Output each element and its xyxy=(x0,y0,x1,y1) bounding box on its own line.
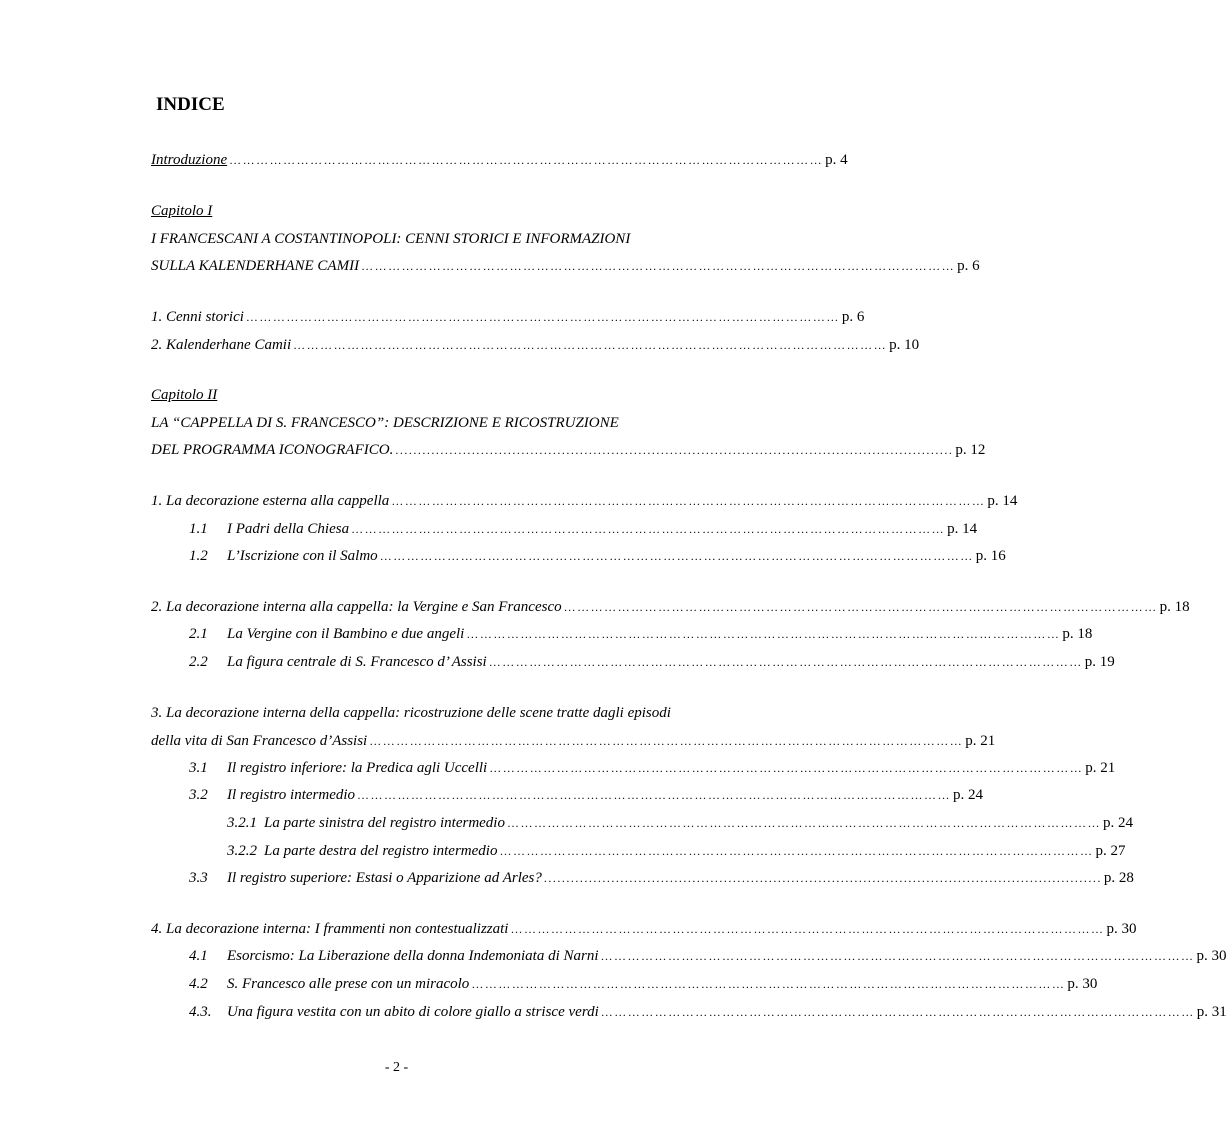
toc-entry-section-4[interactable] xyxy=(151,920,1137,938)
toc-entry-section-3[interactable] xyxy=(151,732,996,750)
toc-entry-section-4-3[interactable] xyxy=(189,1003,1227,1021)
toc-entry-label: 2. La decorazione interna alla cappella: la Vergine e San Francesco xyxy=(151,599,562,615)
toc-entry-number: 1.2 xyxy=(189,548,208,564)
toc-entry-label: SULLA KALENDERHANE CAMII xyxy=(151,258,360,274)
toc-page-ref: p. 16 xyxy=(975,548,1006,564)
toc-entry-section-2-1[interactable] xyxy=(189,625,1093,643)
toc-entry-label: Il registro superiore: Estasi o Apparizione ad Arles? xyxy=(227,870,542,886)
toc-entry-label: L’Iscrizione con il Salmo xyxy=(227,548,378,564)
toc-entry-label: La parte destra del registro intermedio xyxy=(264,843,498,859)
chapter-2-label[interactable]: Capitolo II xyxy=(151,387,218,403)
toc-entry-section-4-2[interactable] xyxy=(189,975,1098,993)
toc-leader-dots: …………………………………………………………………………………………………………………… xyxy=(361,259,956,273)
toc-entry-label: Una figura vestita con un abito di colore giallo a strisce verdi xyxy=(227,1004,599,1020)
toc-leader-dots: …………………………………………………………………………………………………………………… xyxy=(489,761,1084,775)
toc-page-ref: p. 24 xyxy=(1102,815,1133,831)
toc-page-ref: p. 4 xyxy=(825,152,848,168)
toc-leader-dots: …………………………………………………………………………………………………………………… xyxy=(471,977,1066,991)
page-title: INDICE xyxy=(156,94,225,115)
toc-page-ref: p. 14 xyxy=(987,493,1018,509)
toc-entry-number: 3.2.2 xyxy=(227,843,257,859)
toc-entry-section-1-2[interactable] xyxy=(189,547,1006,565)
toc-entry-label: DEL PROGRAMMA ICONOGRAFICO. xyxy=(151,442,394,458)
toc-entry-section-3-3[interactable] xyxy=(189,869,1134,887)
toc-page-ref: p. 6 xyxy=(957,258,980,274)
toc-page-ref: p. 31 xyxy=(1196,1004,1227,1020)
toc-page-ref: p. 19 xyxy=(1084,654,1115,670)
toc-entry-number: 2.1 xyxy=(189,626,208,642)
toc-leader-dots: …………………………………………………………………………………………………………………… xyxy=(369,734,964,748)
toc-leader-dots: …………………………………………………………………………………………………………………… xyxy=(600,1005,1195,1019)
chapter-2-title-line-1: LA “CAPPELLA DI S. FRANCESCO”: DESCRIZIONE E RICOSTRUZIONE xyxy=(151,415,619,431)
toc-leader-dots: …………………………………………………………………………………………………………………… xyxy=(563,600,1158,614)
toc-page-ref: p. 10 xyxy=(889,337,920,353)
toc-leader-dots: …………………………………………………………………………………………………………………… xyxy=(506,816,1101,830)
toc-page-ref: p. 14 xyxy=(947,521,978,537)
toc-entry-section-2[interactable] xyxy=(151,598,1190,616)
toc-entry-label: La parte sinistra del registro intermedio xyxy=(264,815,505,831)
toc-leader-dots: …………………………………………………………………………………………………………………… xyxy=(391,494,986,508)
toc-leader-dots: …………………………………………………………………………………………………………………… xyxy=(510,922,1105,936)
toc-page-ref: p. 18 xyxy=(1062,626,1093,642)
toc-leader-dots: …………………………………………………………………………………………………………………… xyxy=(357,788,952,802)
toc-entry-number: 3.2 xyxy=(189,787,208,803)
toc-page-ref: p. 30 xyxy=(1196,948,1227,964)
toc-entry-chapter-1[interactable] xyxy=(151,257,980,275)
toc-entry-section-4-1[interactable] xyxy=(189,947,1227,965)
toc-page-ref: p. 18 xyxy=(1159,599,1190,615)
toc-entry-label: Il registro inferiore: la Predica agli Uccelli xyxy=(227,760,488,776)
toc-entry-section-3-line-1: 3. La decorazione interna della cappella: ricostruzione delle scene tratte dagli episodi xyxy=(151,705,671,721)
toc-leader-dots: …………………………………………………………………………………………………………………… xyxy=(229,153,824,167)
toc-entry-label: 2. Kalenderhane Camii xyxy=(151,337,292,353)
toc-entry-number: 4.1 xyxy=(189,948,208,964)
toc-entry-label: 1. La decorazione esterna alla cappella xyxy=(151,493,390,509)
toc-entry-number: 2.2 xyxy=(189,654,208,670)
toc-entry-number: 3.1 xyxy=(189,760,208,776)
toc-entry-1-cenni-storici[interactable] xyxy=(151,308,865,326)
toc-entry-section-1[interactable] xyxy=(151,492,1018,510)
chapter-1-title-line-1: I FRANCESCANI A COSTANTINOPOLI: CENNI STORICI E INFORMAZIONI xyxy=(151,231,631,247)
toc-page-ref: p. 21 xyxy=(1085,760,1116,776)
toc-page-ref: p. 28 xyxy=(1103,870,1134,886)
toc-entry-number: 3.3 xyxy=(189,870,208,886)
toc-entry-section-3-1[interactable] xyxy=(189,759,1116,777)
toc-entry-section-1-1[interactable] xyxy=(189,520,978,538)
toc-leader-dots: ............................................................................................................................ xyxy=(395,443,954,457)
toc-entry-number: 3.2.1 xyxy=(227,815,257,831)
toc-page-ref: p. 6 xyxy=(841,309,865,325)
toc-leader-dots: …………………………………………………………………………………………………………………… xyxy=(293,338,888,352)
toc-page-ref: p. 30 xyxy=(1067,976,1098,992)
toc-leader-dots: ............................................................................................................................ xyxy=(543,871,1102,885)
toc-page-ref: p. 12 xyxy=(955,442,986,458)
toc-entry-label: della vita di San Francesco d’Assisi xyxy=(151,733,368,749)
toc-entry-label: Esorcismo: La Liberazione della donna Indemoniata di Narni xyxy=(227,948,599,964)
toc-entry-label: 4. La decorazione interna: I frammenti non contestualizzati xyxy=(151,921,509,937)
toc-leader-dots: …………………………………………………………………………………………………………………… xyxy=(245,310,840,324)
toc-entry-label: Introduzione xyxy=(151,152,228,168)
toc-entry-section-3-2[interactable] xyxy=(189,786,984,804)
toc-entry-label: I Padri della Chiesa xyxy=(227,521,350,537)
toc-leader-dots: …………………………………………………………………………………………………………………… xyxy=(351,522,946,536)
toc-entry-section-2-2[interactable] xyxy=(189,653,1115,671)
toc-entry-introduzione[interactable] xyxy=(151,151,848,169)
toc-leader-dots: …………………………………………………………………………………………………………………… xyxy=(466,627,1061,641)
toc-entry-section-3-2-1[interactable] xyxy=(227,814,1133,832)
toc-page-ref: p. 30 xyxy=(1106,921,1137,937)
page-number: - 2 - xyxy=(384,1060,409,1075)
toc-entry-section-3-2-2[interactable] xyxy=(227,842,1126,860)
toc-page-ref: p. 24 xyxy=(953,787,984,803)
toc-entry-label: S. Francesco alle prese con un miracolo xyxy=(227,976,470,992)
toc-entry-number: 4.3. xyxy=(189,1004,212,1020)
toc-page-ref: p. 21 xyxy=(965,733,996,749)
toc-leader-dots: …………………………………………………………………………………………………………………… xyxy=(499,844,1094,858)
toc-entry-number: 1.1 xyxy=(189,521,208,537)
toc-entry-label: La Vergine con il Bambino e due angeli xyxy=(227,626,465,642)
toc-page-ref: p. 27 xyxy=(1095,843,1126,859)
toc-entry-label: Il registro intermedio xyxy=(227,787,356,803)
toc-entry-2-kalenderhane[interactable] xyxy=(151,336,920,354)
toc-entry-label: La figura centrale di S. Francesco d’ Assisi xyxy=(227,654,487,670)
toc-leader-dots: …………………………………………………………………………………………………………………… xyxy=(488,655,1083,669)
toc-entry-label: 1. Cenni storici xyxy=(151,309,244,325)
toc-leader-dots: …………………………………………………………………………………………………………………… xyxy=(600,949,1195,963)
chapter-1-label[interactable]: Capitolo I xyxy=(151,203,213,219)
toc-leader-dots: …………………………………………………………………………………………………………………… xyxy=(379,549,974,563)
toc-entry-chapter-2[interactable] xyxy=(151,441,986,459)
toc-entry-number: 4.2 xyxy=(189,976,208,992)
